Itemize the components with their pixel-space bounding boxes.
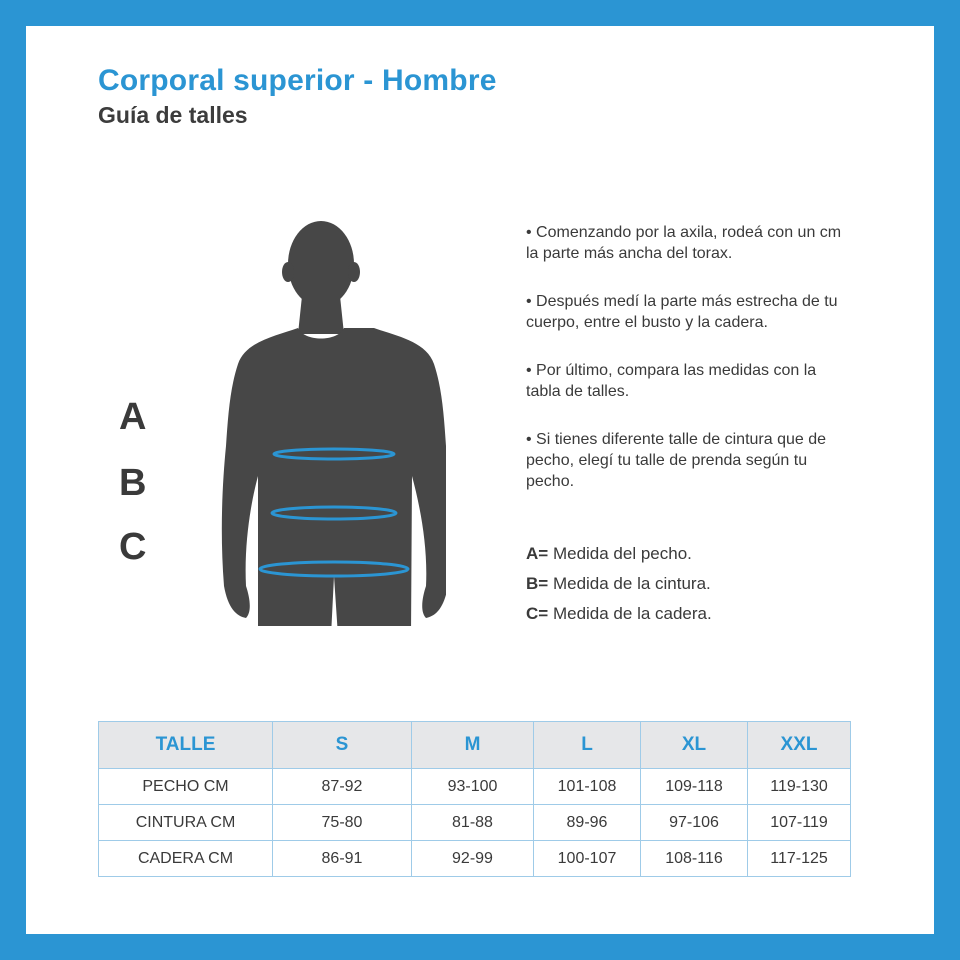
size-table (98, 721, 851, 877)
legend-text: Medida de la cintura. (552, 574, 711, 593)
row-label: PECHO CM (99, 769, 273, 805)
legend-key: A= (526, 544, 549, 563)
page-title: Corporal superior - Hombre (98, 64, 497, 97)
instruction-item: • Comenzando por la axila, rodeá con un cm la parte más ancha del torax. (526, 224, 842, 262)
letter-c: C (119, 526, 147, 568)
table-row (99, 841, 851, 877)
instructions-list (526, 222, 846, 519)
row-label: CINTURA CM (99, 805, 273, 841)
table-cell: 75-80 (273, 805, 412, 841)
table-header-row (99, 722, 851, 769)
table-cell: 107-119 (748, 805, 851, 841)
legend-item (526, 574, 846, 594)
measurement-legend (526, 544, 846, 634)
legend-text: Medida del pecho. (552, 544, 692, 563)
table-cell: 108-116 (641, 841, 748, 877)
table-cell: 89-96 (534, 805, 641, 841)
male-body-silhouette-icon (206, 216, 446, 626)
table-cell: 109-118 (641, 769, 748, 805)
table-cell: 117-125 (748, 841, 851, 877)
column-header: S (273, 722, 412, 769)
table-cell: 86-91 (273, 841, 412, 877)
instruction-item: • Si tienes diferente talle de cintura que de pecho, elegí tu talle de prenda según tu pecho. (526, 431, 827, 490)
table-row (99, 805, 851, 841)
table-cell: 119-130 (748, 769, 851, 805)
table-cell: 100-107 (534, 841, 641, 877)
table-cell: 81-88 (412, 805, 534, 841)
row-label: CADERA CM (99, 841, 273, 877)
legend-key: B= (526, 574, 549, 593)
table-cell: 93-100 (412, 769, 534, 805)
legend-key: C= (526, 604, 549, 623)
table-cell: 87-92 (273, 769, 412, 805)
column-header: TALLE (99, 722, 273, 769)
column-header: XL (641, 722, 748, 769)
legend-text: Medida de la cadera. (552, 604, 712, 623)
instruction-item: • Por último, compara las medidas con la tabla de talles. (526, 362, 817, 400)
column-header: XXL (748, 722, 851, 769)
table-cell: 92-99 (412, 841, 534, 877)
column-header: M (412, 722, 534, 769)
instruction-item: • Después medí la parte más estrecha de tu cuerpo, entre el busto y la cadera. (526, 293, 838, 331)
legend-item (526, 544, 846, 564)
page-subtitle: Guía de talles (98, 102, 248, 128)
table-cell: 97-106 (641, 805, 748, 841)
legend-item (526, 604, 846, 624)
table-row (99, 769, 851, 805)
column-header: L (534, 722, 641, 769)
letter-a: A (119, 396, 147, 438)
table-cell: 101-108 (534, 769, 641, 805)
size-guide-card (26, 26, 934, 934)
letter-b: B (119, 462, 147, 504)
